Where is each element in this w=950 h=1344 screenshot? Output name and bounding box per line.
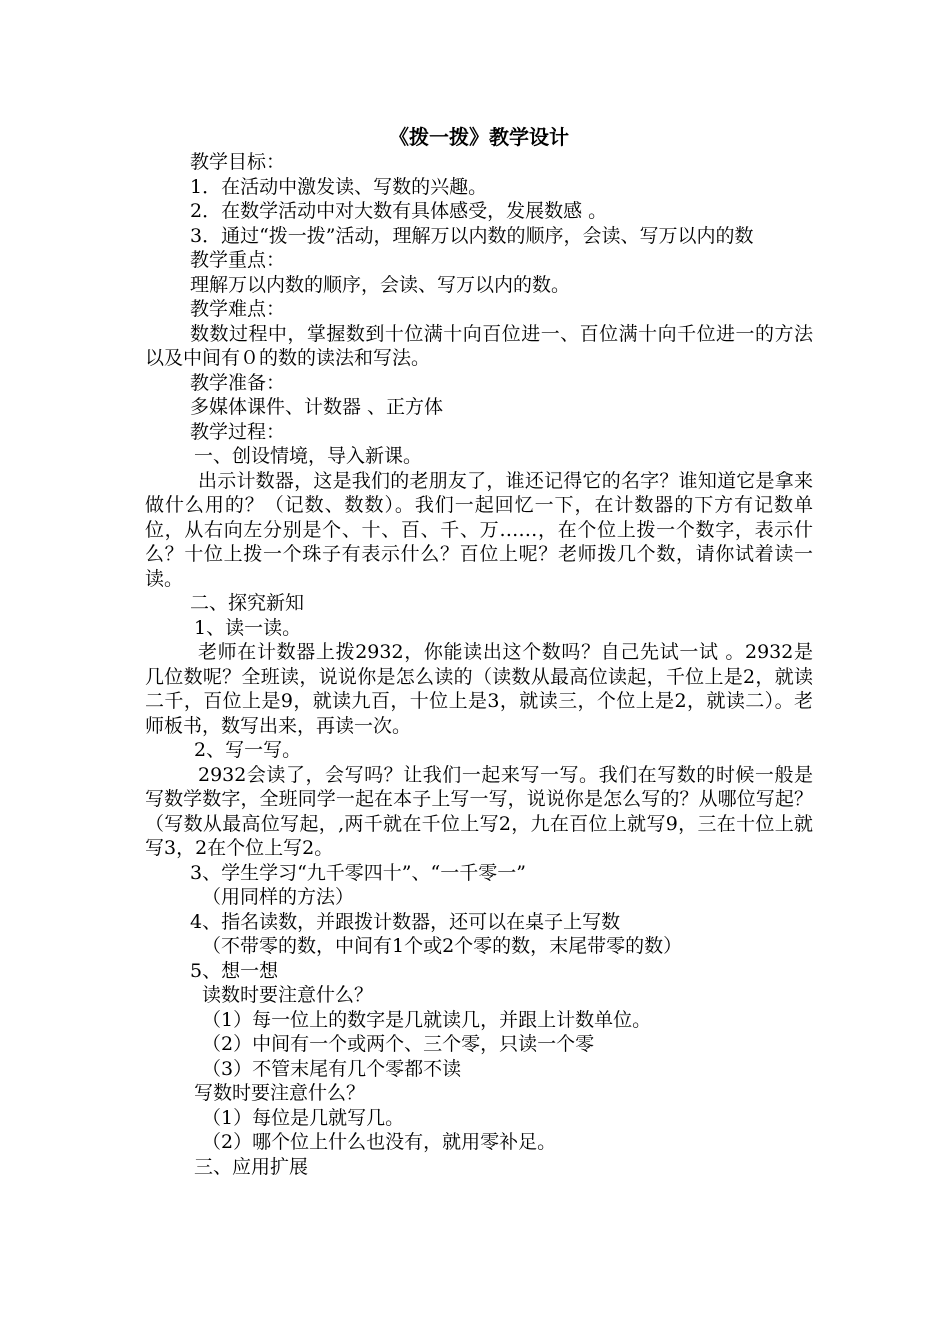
paragraph-process-heading: 教学过程： <box>190 420 286 443</box>
paragraph-step-4-note: （不带零的数，中间有1个或2个零的数，末尾带零的数） <box>202 935 683 957</box>
paragraph-read-heading: 1、读一读。 <box>194 616 302 639</box>
paragraph-reading-question: 读数时要注意什么？ <box>202 984 374 1006</box>
paragraph-key-points: 理解万以内数的顺序，会读、写万以内的数。 <box>190 273 571 296</box>
paragraph-step-5: 5、想一想 <box>190 959 279 982</box>
paragraph-section-2-heading: 二、探究新知 <box>190 592 305 614</box>
paragraph-objective-2: 2．在数学活动中对大数有具体感受，发展数感 。 <box>190 200 608 222</box>
paragraph-reading-rule-3: （3）不管末尾有几个零都不读 <box>202 1057 462 1080</box>
paragraph-section-1-heading: 一、创设情境，导入新课。 <box>194 445 423 467</box>
paragraph-key-points-heading: 教学重点： <box>190 249 286 271</box>
paragraph-step-4: 4、指名读数，并跟拨计数器，还可以在桌子上写数 <box>190 910 621 933</box>
document-title: 《拨一拨》教学设计 <box>389 125 569 149</box>
paragraph-writing-rule-2: （2）哪个位上什么也没有，就用零补足。 <box>202 1131 557 1153</box>
paragraph-section-1-body: 出示计数器，这是我们的老朋友了，谁还记得它的名字？谁知道它是拿来做什么用的？（记数、数数）。我们一起回忆一下，在计数器的下方有记数单位，从右向左分别是个、十、百、千、万……，在个位上拨一个数字，表示什么？十位上拨一个珠子有表示什么？百位上呢？老师拨几个数，请你试着读一读。 <box>145 469 813 590</box>
paragraph-writing-rule-1: （1）每位是几就写几。 <box>202 1106 405 1129</box>
paragraph-read-body: 老师在计数器上拨2932，你能读出这个数吗？自己先试一试 。2932是几位数呢？全班读，说说你是怎么读的（读数从最高位读起，千位上是2，就读二千，百位上是9，就读九百，十位上是3，就读三，个位上是2，就读二）。老师板书，数写出来，再读一次。 <box>145 641 813 737</box>
paragraph-writing-question: 写数时要注意什么？ <box>194 1082 366 1104</box>
paragraph-write-heading: 2、写一写。 <box>194 739 302 761</box>
paragraph-difficulties: 数数过程中，掌握数到十位满十向百位进一、百位满十向千位进一的方法以及中间有０的数的读法和写法。 <box>145 322 813 369</box>
paragraph-reading-rule-2: （2）中间有一个或两个、三个零，只读一个零 <box>202 1033 595 1055</box>
paragraph-difficulties-heading: 教学难点： <box>190 298 286 320</box>
paragraph-step-3-note: （用同样的方法） <box>202 886 355 908</box>
paragraph-write-body: 2932会读了，会写吗？让我们一起来写一写。我们在写数的时候一般是写数学数字，全班同学一起在本子上写一写，说说你是怎么写的？从哪位写起？（写数从最高位写起，,两千就在千位上写2，九在百位上就写9，三在十位上就写3，2在个位上写2。 <box>145 763 813 859</box>
paragraph-objective-1: 1．在活动中激发读、写数的兴趣。 <box>190 175 488 198</box>
paragraph-step-3: 3、学生学习“九千零四十”、“一千零一” <box>190 861 526 884</box>
paragraph-preparation-heading: 教学准备： <box>190 371 286 394</box>
paragraph-section-3-heading: 三、应用扩展 <box>194 1155 309 1178</box>
paragraph-reading-rule-1: （1）每一位上的数字是几就读几，并跟上计数单位。 <box>202 1008 652 1031</box>
paragraph-objective-3: 3．通过“拨一拨”活动，理解万以内数的顺序，会读、写万以内的数 <box>190 224 754 247</box>
paragraph-preparation: 多媒体课件、计数器 、正方体 <box>190 396 444 418</box>
document-page <box>145 124 813 1179</box>
paragraph-objectives-heading: 教学目标： <box>190 151 286 173</box>
